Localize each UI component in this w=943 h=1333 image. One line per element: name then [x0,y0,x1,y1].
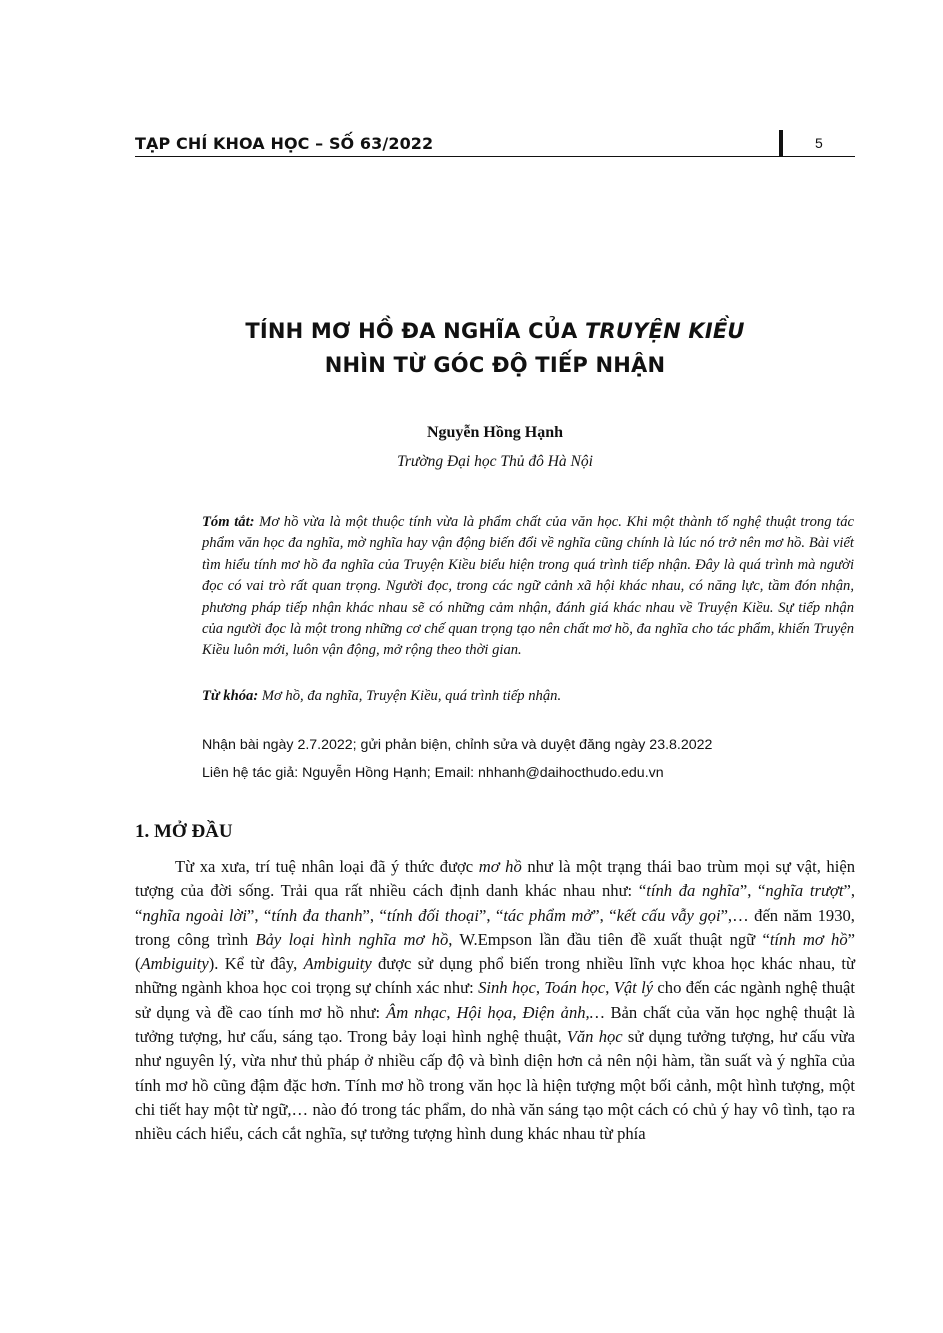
author-name: Nguyễn Hồng Hạnh [426,424,564,441]
journal-name: TẠP CHÍ KHOA HỌC – SỐ 63/2022 [135,134,434,153]
abstract [202,512,854,662]
paragraph: Từ xa xưa, trí tuệ nhân loại đã ý thức được mơ hồ như là một trạng thái bao trùm mọi sự vật, hiện tượng của đời sống. Trải qua rất nhiều cách định danh khác nhau như: “tính đa nghĩa”, “nghĩa trượt”, “nghĩa ngoài lời”, “tính đa thanh”, “tính đối thoại”, “tác phẩm mở”, “kết cấu vẫy gọi”,… đến năm 1930, trong công trình Bảy loại hình nghĩa mơ hồ, W.Empson lần đầu tiên đề xuất thuật ngữ “tính mơ hồ” (Ambiguity). Kể từ đây, Ambiguity được sử dụng phổ biến trong nhiều lĩnh vực khoa học khác nhau, từ những ngành khoa học coi trọng sự chính xác như: Sinh học, Toán học, Vật lý cho đến các ngành nghệ thuật sử dụng và đề cao tính mơ hồ như: Âm nhạc, Hội họa, Điện ảnh,… Bản chất của văn học nghệ thuật là tưởng tượng, hư cấu, sáng tạo. Trong bảy loại hình nghệ thuật, Văn học sử dụng tưởng tượng, hư cấu vừa như nguyên lý, vừa như thủ pháp ở nhiều cấp độ và bình diện hơn cả nên nội hàm, tần suất và ý nghĩa của tính mơ hồ cũng đậm đặc hơn. Tính mơ hồ trong văn học là hiện tượng một bối cảnh, một hình tượng, một chi tiết hay một từ ngữ,… nào đó trong tác phẩm, do nhà văn sáng tạo một cách có chủ ý hay vô tình, tạo ra nhiều cách hiểu, cách cắt nghĩa, sự tưởng tượng hình dung khác nhau từ phía [135,857,856,1144]
article-title-line-1 [135,319,855,343]
page-number: 5 [815,135,823,151]
running-header [135,134,855,160]
header-rule [135,156,855,157]
author-affiliation: Trường Đại học Thủ đô Hà Nội [397,453,593,470]
title-prefix: TÍNH MƠ HỒ ĐA NGHĨA CỦA [245,319,585,343]
keywords [202,688,854,705]
abstract-label: Tóm tắt: [202,514,255,530]
keywords-text: Mơ hồ, đa nghĩa, Truyện Kiều, quá trình tiếp nhận. [261,688,562,704]
section-heading: 1. MỞ ĐẦU [135,821,233,842]
title-italic-work: TRUYỆN KIỀU [584,319,745,343]
author-contact: Liên hệ tác giả: Nguyễn Hồng Hạnh; Email: nhhanh@daihocthudo.edu.vn [202,765,664,781]
received-dates: Nhận bài ngày 2.7.2022; gửi phản biện, chỉnh sửa và duyệt đăng ngày 23.8.2022 [202,737,713,753]
header-divider [779,130,783,156]
keywords-label: Từ khóa: [202,688,259,704]
abstract-text: Mơ hồ vừa là một thuộc tính vừa là phẩm chất của văn học. Khi một thành tố nghệ thuật trong tác phẩm văn học đa nghĩa, mờ nghĩa hay vận động biến đổi về nghĩa cũng chính là lúc nó trở nên mơ hồ. Bài viết tìm hiểu tính mơ hồ đa nghĩa của Truyện Kiều biểu hiện trong quá trình tiếp nhận. Đây là quá trình mà người đọc có vai trò rất quan trọng. Người đọc, trong các ngữ cảnh xã hội khác nhau, có năng lực, tầm đón nhận, phương pháp tiếp nhận khác nhau sẽ có những cảm nhận, đánh giá khác nhau về Truyện Kiều. Sự tiếp nhận của người đọc là một trong những cơ chế quan trọng tạo nên chất mơ hồ, đa nghĩa cho tác phẩm, khiến Truyện Kiều luôn mới, luôn vận động, mở rộng theo thời gian. [202,514,854,659]
article-title-line-2: NHÌN TỪ GÓC ĐỘ TIẾP NHẬN [324,353,666,377]
body-text [135,855,855,1147]
